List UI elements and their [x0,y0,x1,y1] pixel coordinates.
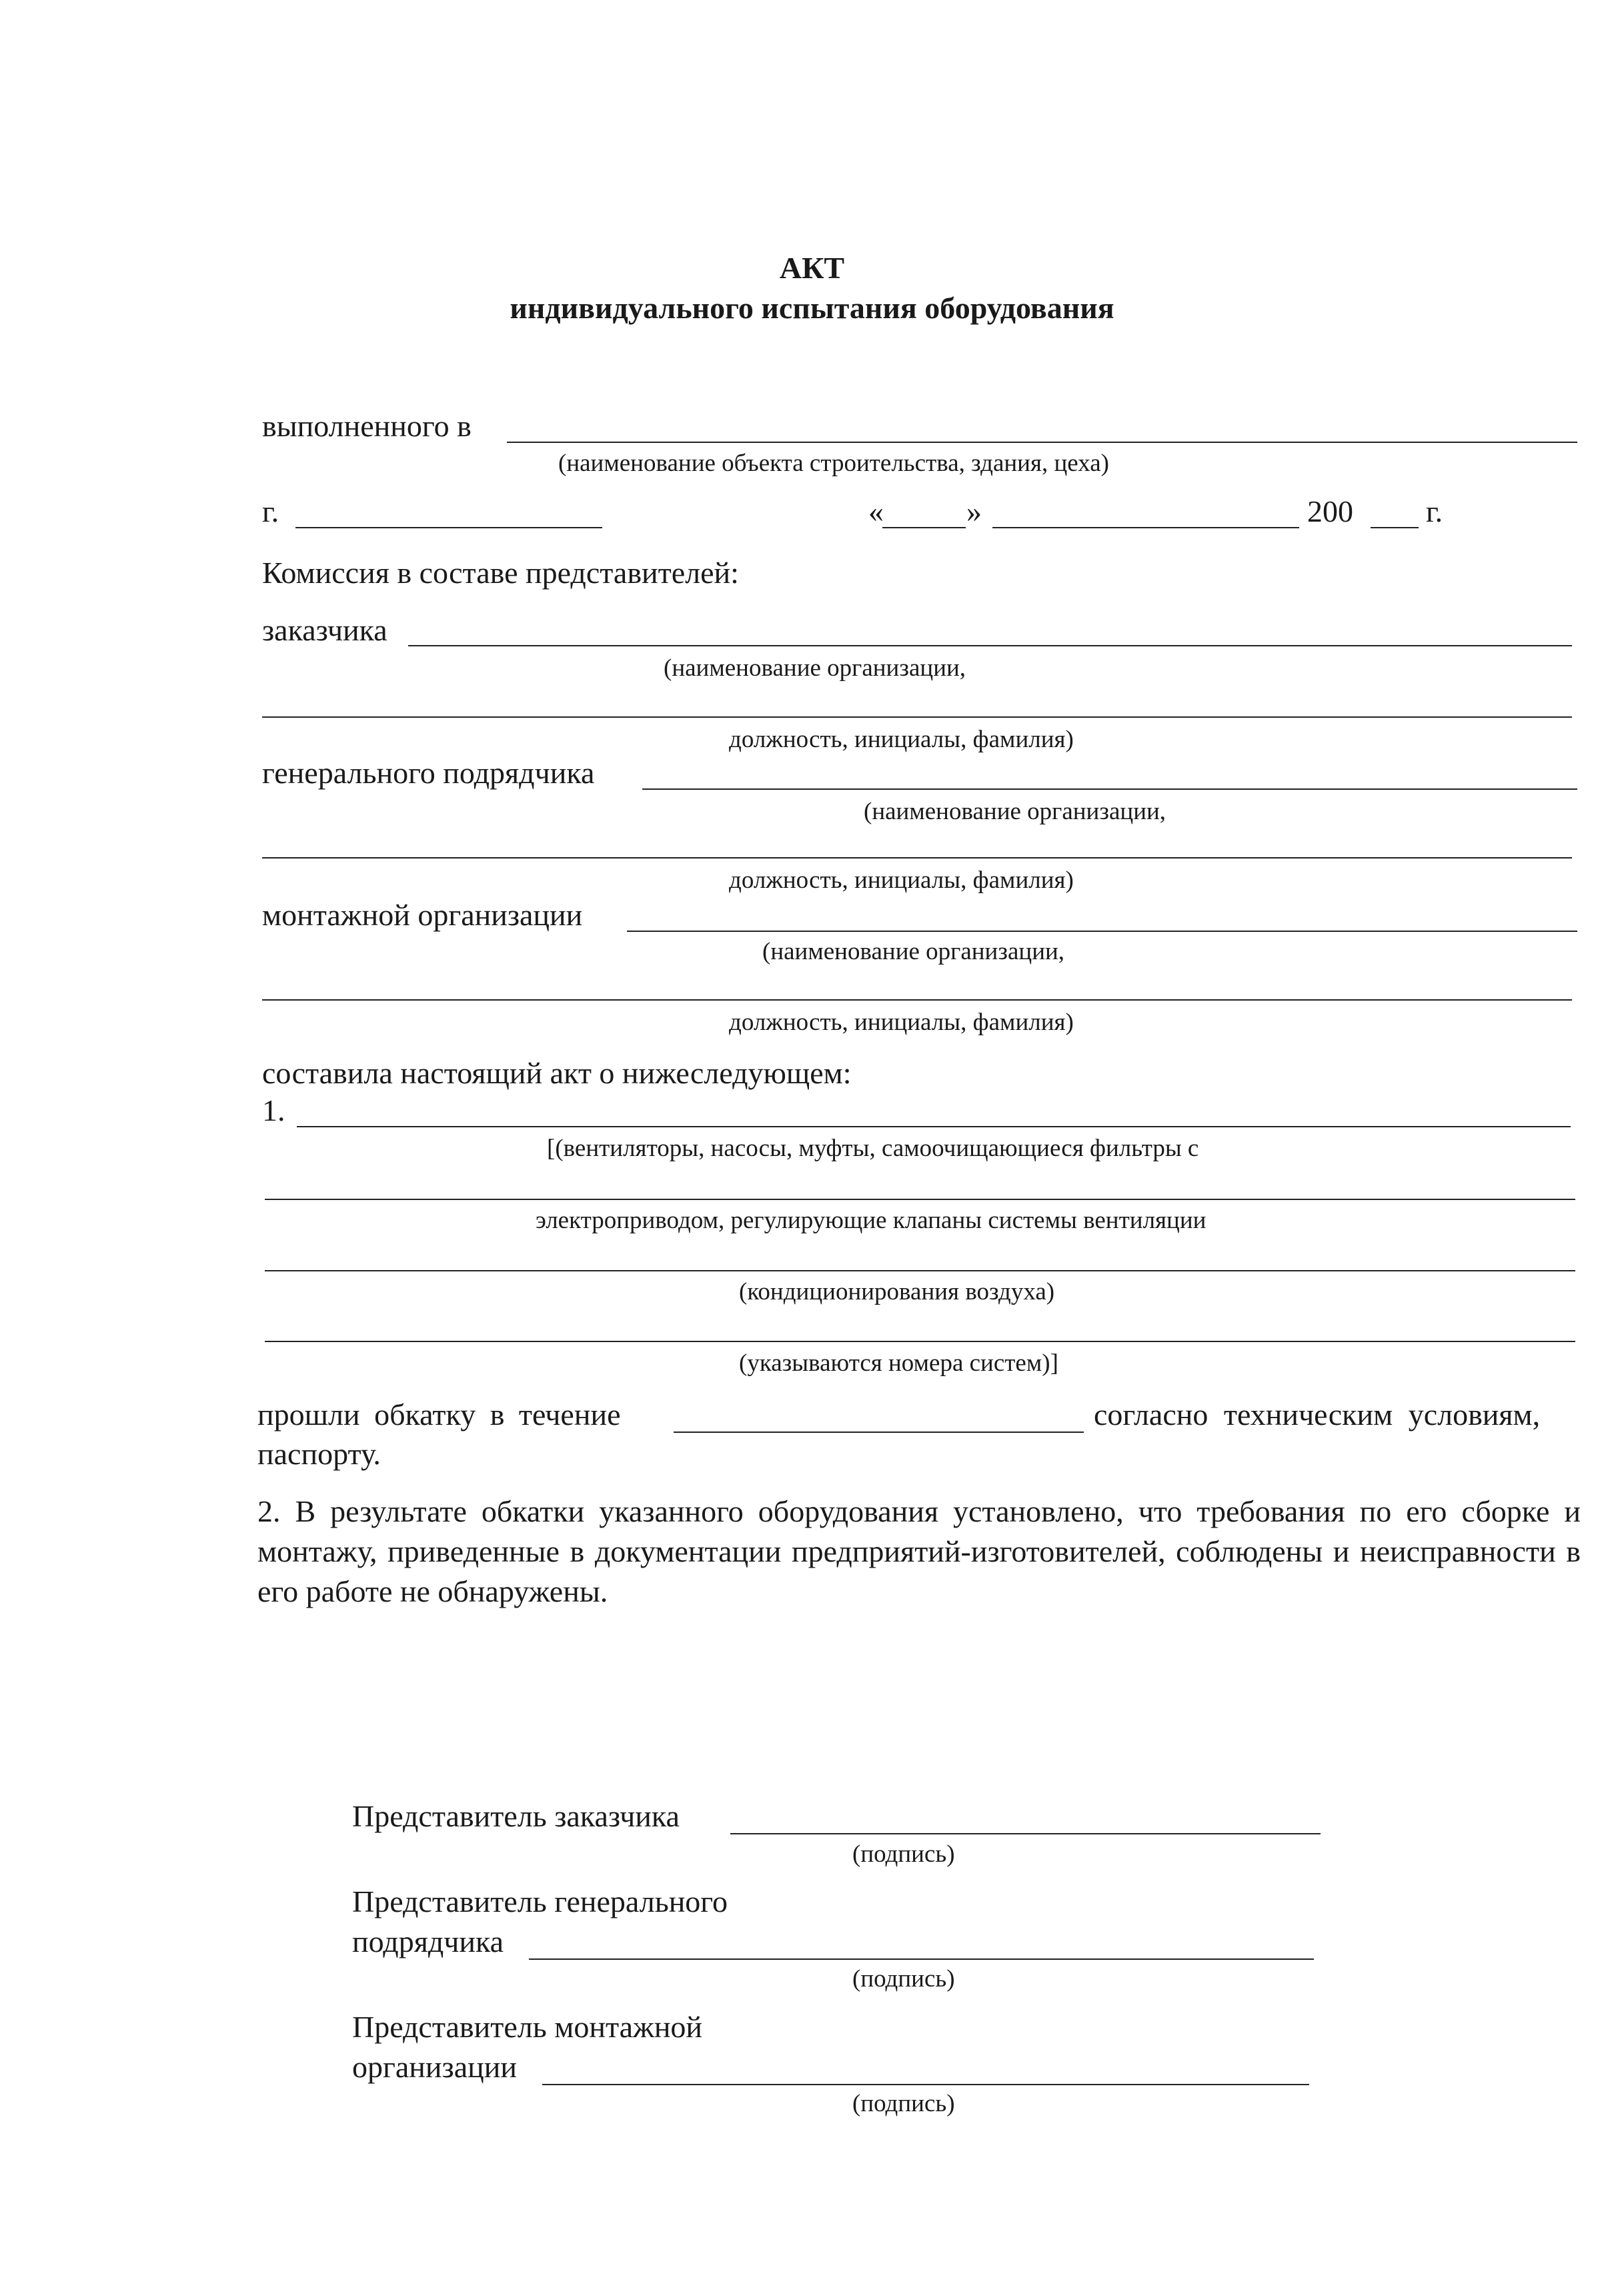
place-field[interactable] [507,442,1577,443]
installer-org-caption: (наименование организации, [762,938,1065,965]
equipment-caption-2: электроприводом, регулирующие клапаны системы вентиляции [536,1207,1206,1234]
general-contractor-person-field[interactable] [262,857,1572,859]
general-contractor-label: генерального подрядчика [262,756,595,790]
equipment-caption-1: [(вентиляторы, насосы, муфты, самоочищающиеся фильтры с [547,1135,1199,1162]
quote-open: « [868,494,884,528]
equipment-field-1[interactable] [297,1126,1571,1127]
sig-general-caption: (подпись) [852,1965,955,1992]
year-field[interactable] [1371,527,1419,528]
runin-cont: паспорту. [257,1437,381,1471]
city-field[interactable] [295,527,602,528]
general-contractor-person-caption: должность, инициалы, фамилия) [729,867,1074,894]
installer-person-caption: должность, инициалы, фамилия) [729,1009,1074,1036]
customer-org-caption: (наименование организации, [664,654,966,682]
equipment-field-3[interactable] [265,1270,1575,1271]
city-prefix: г. [262,494,279,528]
sig-installer-field[interactable] [542,2084,1309,2085]
equipment-field-4[interactable] [265,1341,1575,1342]
installer-person-field[interactable] [262,999,1572,1001]
year-prefix: 200 [1307,494,1353,528]
customer-label: заказчика [262,613,387,647]
item2-paragraph: 2. В результате обкатки указанного оборудования установлено, что требования по его сборке и монтажу, приведенные в документации предприятий-изготовителей, соблюдены и неисправности в его работе не обнаружены. [257,1494,1581,1608]
installer-org-field[interactable] [627,931,1577,932]
document-title: АКТ [779,251,845,285]
general-contractor-org-field[interactable] [642,788,1577,790]
sig-installer-caption: (подпись) [852,2090,955,2117]
month-field[interactable] [992,527,1299,528]
sig-general-label-2: подрядчика [352,1924,504,1958]
sig-customer-field[interactable] [730,1833,1321,1834]
sig-general-field[interactable] [529,1958,1314,1960]
commission-heading: Комиссия в составе представителей: [262,556,739,590]
quote-close: » [966,494,982,528]
equipment-caption-4: (указываются номера систем)] [739,1349,1058,1377]
equipment-caption-3: (кондиционирования воздуха) [739,1278,1055,1305]
statement-intro: составила настоящий акт о нижеследующем: [262,1056,852,1090]
place-label: выполненного в [262,409,472,443]
runin-before: прошли обкатку в течение [257,1397,621,1432]
installer-label: монтажной организации [262,898,583,932]
sig-customer-label: Представитель заказчика [352,1799,680,1833]
sig-customer-caption: (подпись) [852,1840,955,1868]
general-contractor-org-caption: (наименование организации, [864,798,1166,825]
day-field[interactable] [882,527,966,528]
sig-general-label-1: Представитель генерального [352,1884,728,1918]
customer-org-field[interactable] [408,645,1572,646]
runin-period-field[interactable] [674,1432,1084,1433]
place-caption: (наименование объекта строительства, здания, цеха) [558,450,1109,477]
customer-person-field[interactable] [262,716,1572,718]
sig-installer-label-1: Представитель монтажной [352,2010,703,2044]
sig-installer-label-2: организации [352,2050,517,2084]
item1-number: 1. [262,1093,285,1127]
equipment-field-2[interactable] [265,1199,1575,1200]
customer-person-caption: должность, инициалы, фамилия) [729,726,1074,753]
runin-after: согласно техническим условиям, [1094,1397,1541,1432]
year-suffix: г. [1426,494,1443,528]
document-subtitle: индивидуального испытания оборудования [510,291,1114,325]
